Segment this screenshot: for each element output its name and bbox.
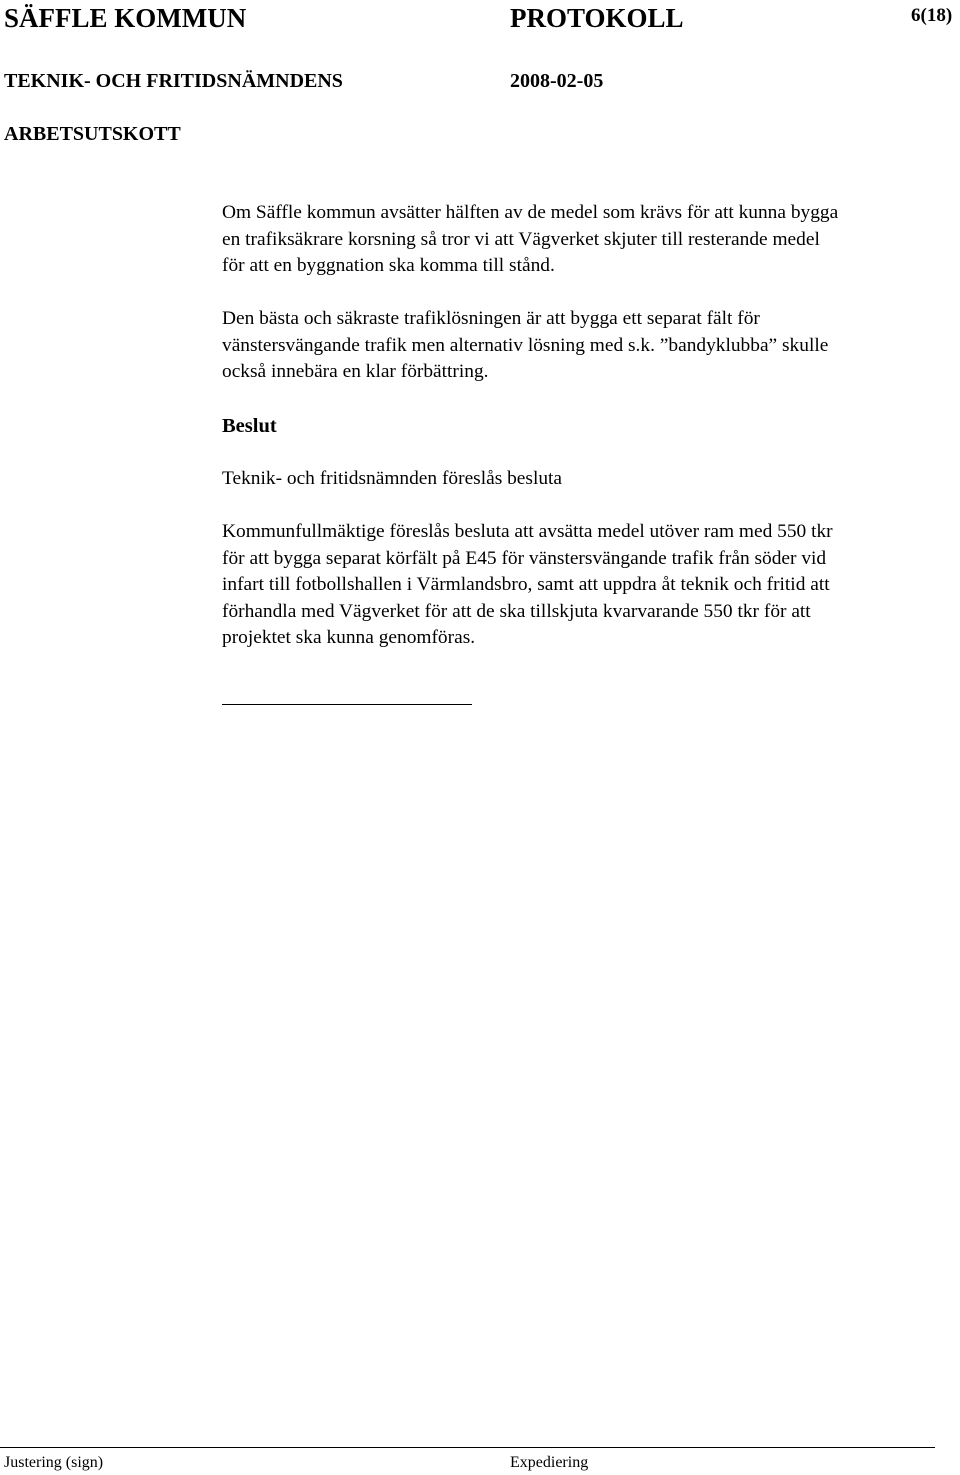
- paragraph-funding: [222, 200, 960, 280]
- paragraph-line: infart till fotbollshallen i Värmlandsbro, samt att uppdra åt teknik och fritid att: [222, 574, 830, 596]
- paragraph-decision: [222, 519, 960, 652]
- meeting-date: 2008-02-05: [510, 70, 604, 92]
- paragraph-line: Om Säffle kommun avsätter hälften av de medel som krävs för att kunna bygga: [222, 202, 839, 223]
- committee-name-continued: ARBETSUTSKOTT: [4, 123, 181, 145]
- paragraph-line: projektet ska kunna genomföras.: [222, 627, 476, 649]
- committee-name: TEKNIK- OCH FRITIDSNÄMNDENS: [4, 70, 343, 92]
- footer-divider: [0, 1447, 935, 1448]
- paragraph-traffic-solution: [222, 306, 960, 386]
- footer-justering-label: Justering (sign): [4, 1454, 104, 1471]
- paragraph-line: en trafiksäkrare korsning så tror vi att Vägverket skjuter till resterande medel: [222, 228, 820, 250]
- document-type: PROTOKOLL: [510, 3, 684, 33]
- page-number: 6(18): [911, 5, 953, 26]
- paragraph-line: Den bästa och säkraste trafiklösningen är att bygga ett separat fält för: [222, 308, 760, 329]
- paragraph-line: för att bygga separat körfält på E45 för vänstersvängande trafik från söder vid: [222, 547, 827, 569]
- signature-line: [222, 704, 472, 705]
- paragraph-line: Teknik- och fritidsnämnden föreslås besluta: [222, 468, 563, 489]
- paragraph-line: också innebära en klar förbättring.: [222, 361, 489, 383]
- paragraph-proposal-intro: [222, 466, 960, 493]
- footer-expediering-label: Expediering: [510, 1454, 589, 1471]
- paragraph-line: vänstersvängande trafik men alternativ lösning med s.k. ”bandyklubba” skulle: [222, 334, 829, 356]
- paragraph-line: förhandla med Vägverket för att de ska tillskjuta kvarvarande 550 tkr för att: [222, 600, 811, 622]
- paragraph-line: för att en byggnation ska komma till stånd.: [222, 255, 555, 277]
- organization-name: SÄFFLE KOMMUN: [4, 3, 247, 33]
- decision-heading: Beslut: [222, 415, 277, 437]
- paragraph-line: Kommunfullmäktige föreslås besluta att avsätta medel utöver ram med 550 tkr: [222, 521, 833, 542]
